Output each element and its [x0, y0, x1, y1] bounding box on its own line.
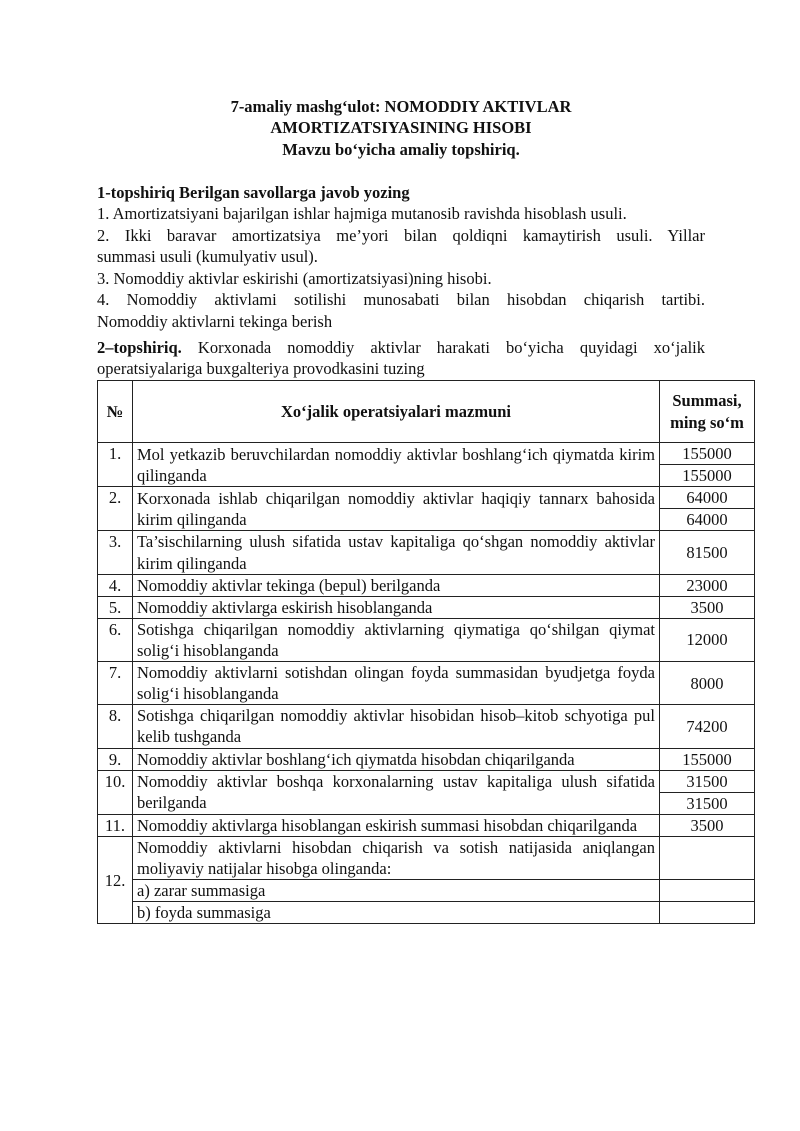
task1-item: summasi usuli (kumulyativ usul).: [97, 247, 318, 267]
row-sum: 31500: [660, 770, 755, 792]
table-row: [98, 748, 755, 770]
table-row: [98, 487, 755, 509]
document-title: [97, 96, 705, 160]
row-number: 4.: [98, 574, 133, 596]
row-sum: 3500: [660, 596, 755, 618]
table-body: [98, 443, 755, 924]
row-description: Nomoddiy aktivlarga eskirish hisoblanganda: [133, 596, 660, 618]
row-description: Sotishga chiqarilgan nomoddiy aktivlarning qiymatiga qo‘shilgan qiymat solig‘i hisoblanganda: [133, 618, 660, 661]
task1-item: 3. Nomoddiy aktivlar eskirishi (amortizatsiyasi)ning hisobi.: [97, 268, 492, 288]
row-number: 12.: [98, 836, 133, 923]
row-sum: 155000: [660, 443, 755, 465]
row-sum-empty: [660, 880, 755, 902]
row-sum: 155000: [660, 465, 755, 487]
table-row: [98, 770, 755, 792]
row-sum: 8000: [660, 662, 755, 705]
task1-section: [97, 182, 705, 332]
task1-item: 2. Ikki baravar amortizatsiya me’yori bilan qoldiqni kamaytirish usuli. Yillar: [97, 225, 705, 245]
row-description: Nomoddiy aktivlar tekinga (bepul) berilganda: [133, 574, 660, 596]
table-row: [98, 574, 755, 596]
header-description: Xo‘jalik operatsiyalari mazmuni: [133, 381, 660, 443]
row-description: Nomoddiy aktivlarni sotishdan olingan foyda summasidan byudjetga foyda solig‘i hisoblanganda: [133, 662, 660, 705]
row-subitem-a: a) zarar summasiga: [133, 880, 660, 902]
row-description: Sotishga chiqarilgan nomoddiy aktivlar hisobidan hisob–kitob schyotiga pul kelib tushganda: [133, 705, 660, 748]
row-sum-empty: [660, 902, 755, 924]
row-number: 6.: [98, 618, 133, 661]
title-line-1: 7-amaliy mashg‘ulot: NOMODDIY AKTIVLAR: [230, 97, 572, 116]
task1-item: Nomoddiy aktivlarni tekinga berish: [97, 311, 333, 331]
table-row: [98, 662, 755, 705]
row-description: Nomoddiy aktivlarga hisoblangan eskirish summasi hisobdan chiqarilganda: [133, 814, 660, 836]
row-sum-empty: [660, 836, 755, 879]
task2-text-2: operatsiyalariga buxgalteriya provodkasini tuzing: [97, 359, 425, 379]
table-row: [98, 814, 755, 836]
table-row: [98, 902, 755, 924]
row-number: 7.: [98, 662, 133, 705]
row-number: 2.: [98, 487, 133, 531]
operations-table: [97, 380, 755, 924]
row-sum: 64000: [660, 487, 755, 509]
row-number: 3.: [98, 531, 133, 574]
row-sum: 155000: [660, 748, 755, 770]
task2-intro: [97, 337, 705, 358]
row-description: Nomoddiy aktivlarni hisobdan chiqarish va sotish natijasida aniqlangan moliyaviy natijalar hisobga olinganda:: [133, 836, 660, 879]
row-number: 1.: [98, 443, 133, 487]
task1-item: 1. Amortizatsiyani bajarilgan ishlar hajmiga mutanosib ravishda hisoblash usuli.: [97, 204, 627, 224]
table-row: [98, 531, 755, 574]
row-sum: 12000: [660, 618, 755, 661]
row-subitem-b: b) foyda summasiga: [133, 902, 660, 924]
row-number: 10.: [98, 770, 133, 814]
title-line-2: AMORTIZATSIYASINING HISOBI: [270, 118, 532, 138]
header-number: №: [98, 381, 133, 443]
table-row: [98, 880, 755, 902]
table-row: [98, 705, 755, 748]
table-row: [98, 836, 755, 879]
row-sum: 23000: [660, 574, 755, 596]
task2-text-1: Korxonada nomoddiy aktivlar harakati bo‘yicha quyidagi xo‘jalik: [181, 338, 705, 357]
row-sum: 31500: [660, 792, 755, 814]
table-row: [98, 618, 755, 661]
title-line-3: Mavzu bo‘yicha amaliy topshiriq.: [282, 139, 520, 159]
row-sum: 81500: [660, 531, 755, 574]
task2-section: [97, 337, 705, 380]
row-description: Mol yetkazib beruvchilardan nomoddiy aktivlar boshlang‘ich qiymatda kirim qilinganda: [133, 443, 660, 487]
row-number: 11.: [98, 814, 133, 836]
task1-item: 4. Nomoddiy aktivlami sotilishi munosabati bilan hisobdan chiqarish tartibi.: [97, 290, 705, 310]
row-number: 5.: [98, 596, 133, 618]
row-description: Nomoddiy aktivlar boshlang‘ich qiymatda hisobdan chiqarilganda: [133, 748, 660, 770]
row-sum: 3500: [660, 814, 755, 836]
row-number: 9.: [98, 748, 133, 770]
task2-label: 2–topshiriq.: [97, 338, 182, 357]
header-sum: Summasi, ming so‘m: [660, 381, 755, 443]
row-sum: 74200: [660, 705, 755, 748]
table-row: [98, 443, 755, 465]
task1-heading: 1-topshiriq Berilgan savollarga javob yozing: [97, 183, 410, 202]
row-number: 8.: [98, 705, 133, 748]
row-sum: 64000: [660, 509, 755, 531]
row-description: Nomoddiy aktivlar boshqa korxonalarning ustav kapitaliga ulush sifatida berilganda: [133, 770, 660, 814]
row-description: Korxonada ishlab chiqarilgan nomoddiy aktivlar haqiqiy tannarx bahosida kirim qilinganda: [133, 487, 660, 531]
table-row: [98, 596, 755, 618]
row-description: Ta’sischilarning ulush sifatida ustav kapitaliga qo‘shgan nomoddiy aktivlar kirim qilinganda: [133, 531, 660, 574]
